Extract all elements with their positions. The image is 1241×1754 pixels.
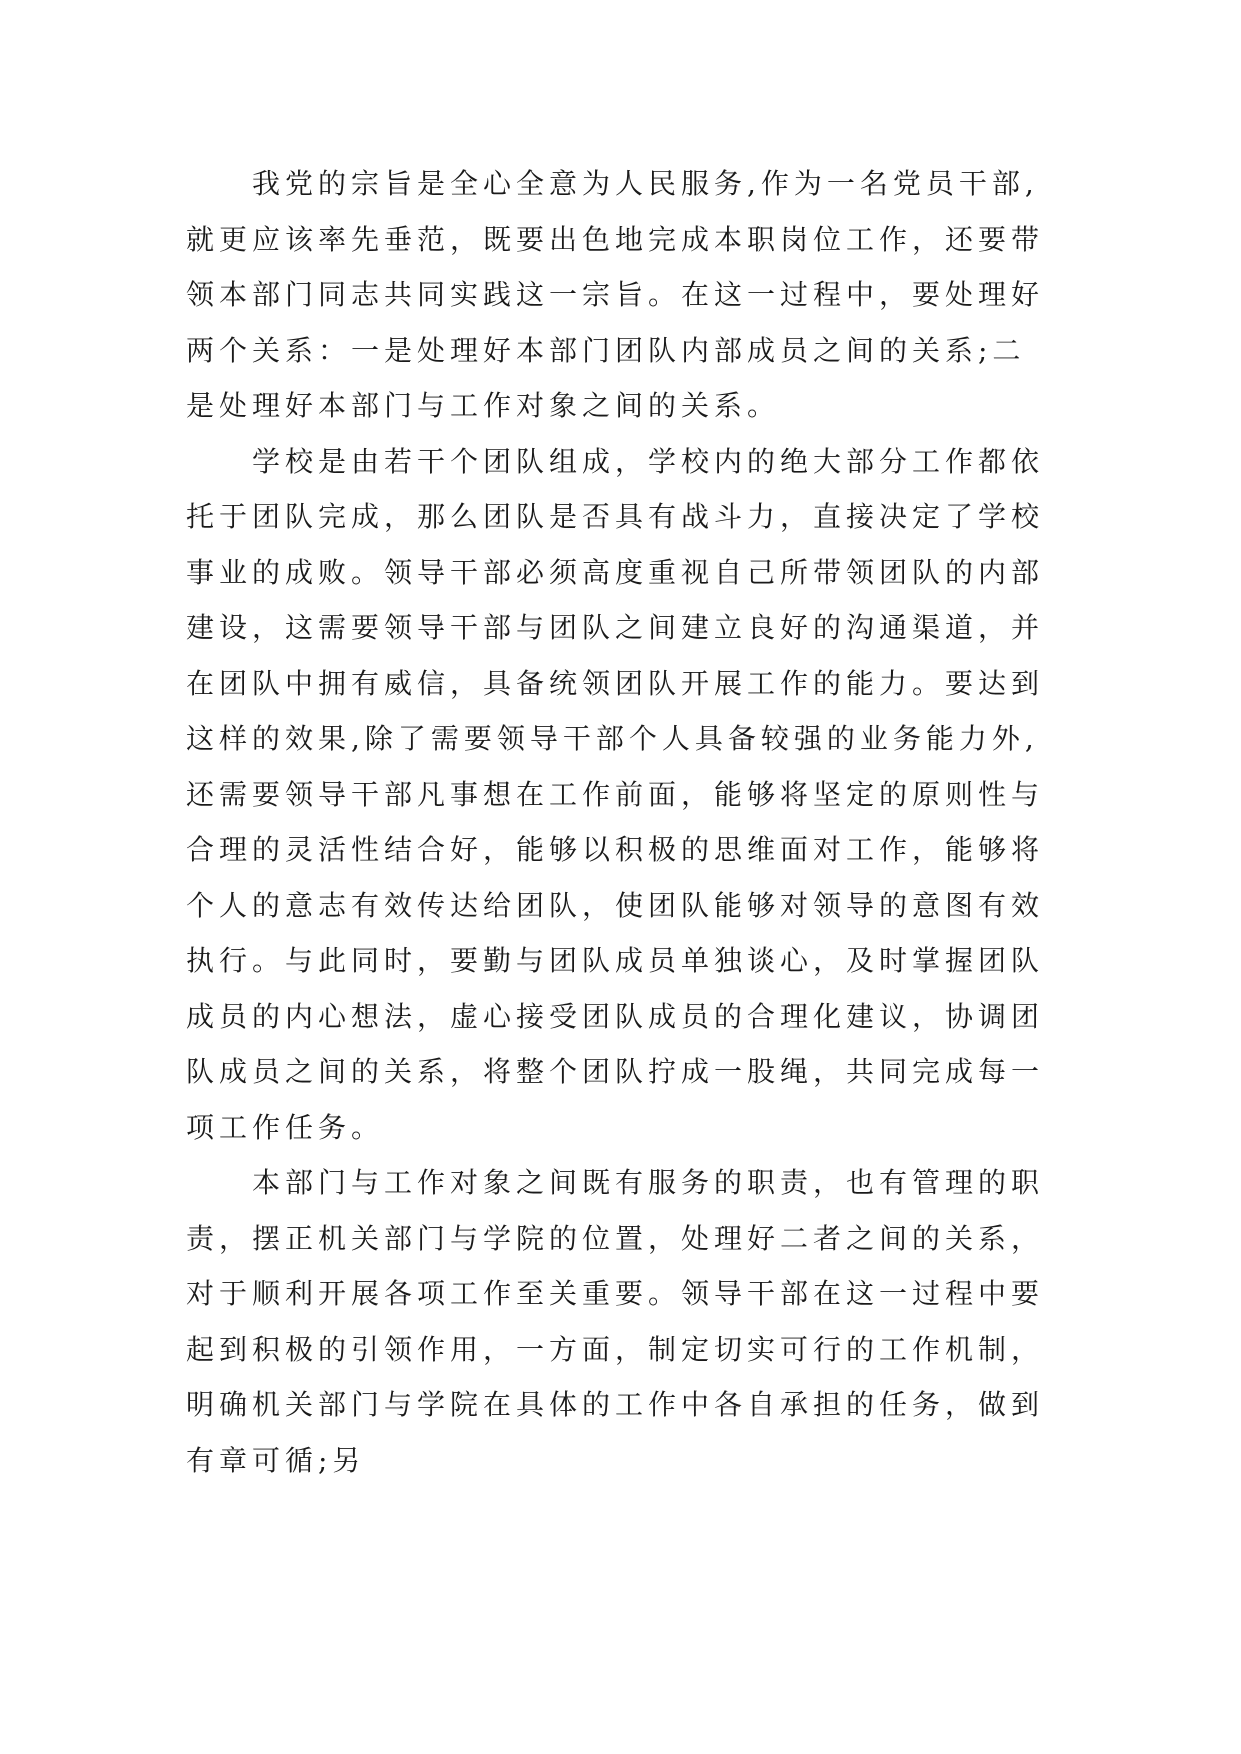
text-line: 在团队中拥有威信，具备统领团队开展工作的能力。要达到 [186, 666, 1045, 700]
text-line: 这样的效果,除了需要领导干部个人具备较强的业务能力外, [186, 722, 1039, 755]
text-line: 执行。与此同时，要勤与团队成员单独谈心，及时掌握团队 [186, 944, 1045, 977]
paragraph-team-building [186, 434, 1066, 1156]
text-line: 队成员之间的关系，将整个团队拧成一股绳，共同完成每一 [186, 1055, 1045, 1088]
paragraph-party-purpose [186, 156, 1066, 434]
text-line: 责，摆正机关部门与学院的位置，处理好二者之间的关系， [186, 1221, 1045, 1255]
text-line: 领本部门同志共同实践这一宗旨。在这一过程中，要处理好 [186, 278, 1045, 311]
document-body [186, 156, 1066, 1488]
text-line: 本部门与工作对象之间既有服务的职责，也有管理的职 [252, 1166, 1045, 1199]
text-line: 明确机关部门与学院在具体的工作中各自承担的任务，做到 [186, 1388, 1045, 1421]
text-line: 我党的宗旨是全心全意为人民服务,作为一名党员干部, [252, 167, 1039, 200]
text-line: 还需要领导干部凡事想在工作前面，能够将坚定的原则性与 [186, 777, 1045, 811]
text-line: 对于顺利开展各项工作至关重要。领导干部在这一过程中要 [186, 1277, 1045, 1310]
text-line: 就更应该率先垂范，既要出色地完成本职岗位工作，还要带 [186, 222, 1045, 256]
text-line: 成员的内心想法，虚心接受团队成员的合理化建议，协调团 [186, 999, 1045, 1033]
text-line: 托于团队完成，那么团队是否具有战斗力，直接决定了学校 [186, 500, 1045, 533]
text-line: 个人的意志有效传达给团队，使团队能够对领导的意图有效 [186, 888, 1045, 922]
text-line: 合理的灵活性结合好，能够以积极的思维面对工作，能够将 [186, 833, 1045, 866]
text-line: 建设，这需要领导干部与团队之间建立良好的沟通渠道，并 [186, 611, 1045, 644]
text-line: 项工作任务。 [186, 1110, 385, 1144]
text-line: 两个关系：一是处理好本部门团队内部成员之间的关系;二 [186, 333, 1026, 367]
text-line: 事业的成败。领导干部必须高度重视自己所带领团队的内部 [186, 555, 1045, 589]
text-line: 有章可循;另 [186, 1443, 366, 1477]
text-line: 学校是由若干个团队组成，学校内的绝大部分工作都依 [252, 444, 1045, 478]
text-line: 是处理好本部门与工作对象之间的关系。 [186, 389, 781, 422]
text-line: 起到积极的引领作用，一方面，制定切实可行的工作机制， [186, 1332, 1045, 1366]
paragraph-work-targets [186, 1155, 1066, 1488]
